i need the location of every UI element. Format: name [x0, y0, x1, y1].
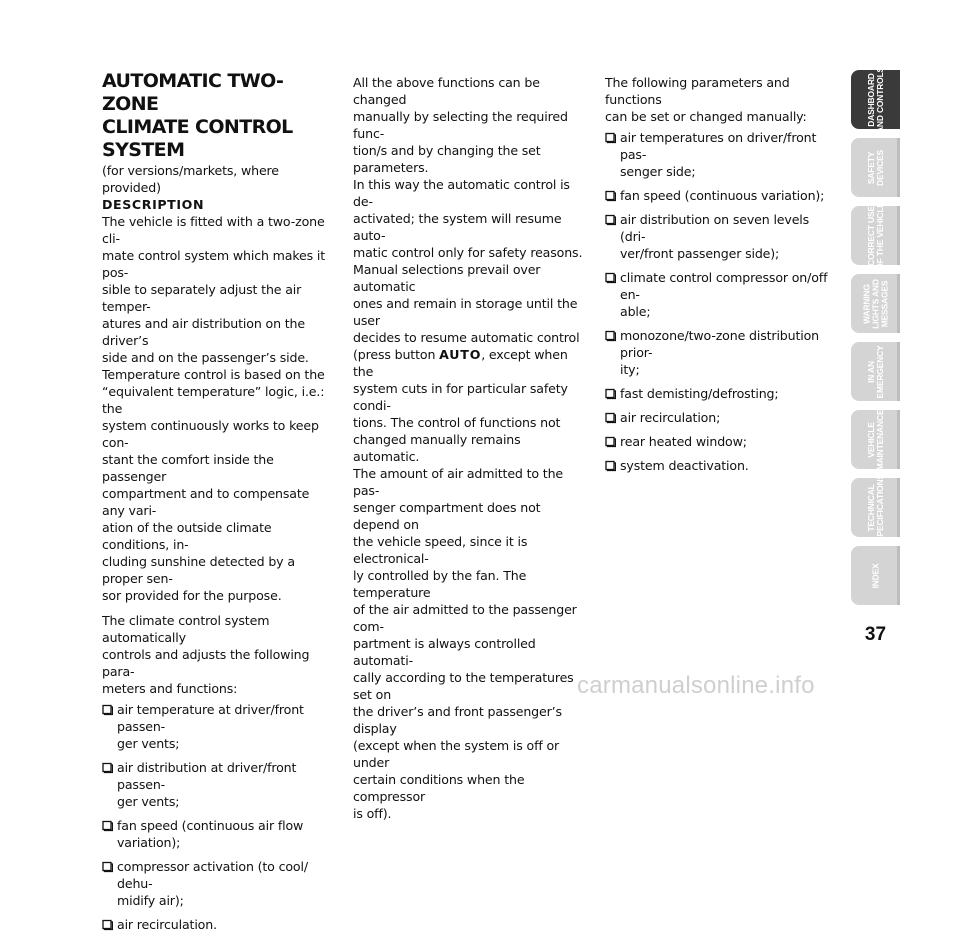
- chapter-tab[interactable]: [851, 546, 900, 605]
- manual-parameters-intro: [605, 74, 833, 125]
- list-item: [605, 433, 833, 450]
- text-line: The climate control system automatically: [102, 613, 270, 645]
- text-line: controls and adjusts the following para-: [102, 647, 310, 679]
- text-line: side and on the passenger’s side.: [102, 350, 309, 365]
- text-line: (press button: [353, 347, 440, 362]
- text-line: fan speed (continuous variation);: [620, 188, 825, 203]
- text-line: , except when the: [353, 347, 568, 379]
- column-1: [102, 70, 332, 940]
- text-line: matic control only for safety reasons.: [353, 245, 583, 260]
- list-item: [605, 187, 833, 204]
- list-item: [605, 409, 833, 426]
- list-item: [605, 385, 833, 402]
- checkbox-bullet-icon: [102, 701, 113, 718]
- text-line: stant the comfort inside the passenger: [102, 452, 274, 484]
- column-2: [353, 74, 583, 822]
- checkbox-bullet-icon: [605, 457, 616, 474]
- text-line: senger side;: [620, 164, 696, 179]
- checkbox-bullet-icon: [102, 817, 113, 834]
- text-line: partment is always controlled automati-: [353, 636, 536, 668]
- chapter-tab-label: SAFETY DEVICES: [865, 149, 885, 186]
- text-line: decides to resume automatic control: [353, 330, 580, 345]
- checkbox-bullet-icon: [605, 327, 616, 344]
- text-line: fast demisting/defrosting;: [620, 386, 779, 401]
- list-item: [605, 211, 833, 262]
- checkbox-bullet-icon: [605, 269, 616, 286]
- chapter-tab[interactable]: [851, 410, 900, 469]
- section-title: [102, 70, 332, 162]
- list-item: [102, 916, 332, 933]
- chapter-tabs: [851, 66, 903, 614]
- text-line: All the above functions can be changed: [353, 75, 540, 107]
- chapter-tab-label: INDEX: [870, 563, 880, 588]
- text-line: certain conditions when the compressor: [353, 772, 525, 804]
- text-line: manually by selecting the required func-: [353, 109, 568, 141]
- column-3: [605, 74, 833, 481]
- text-line: midify air);: [117, 893, 184, 908]
- text-line: tions. The control of functions not: [353, 415, 561, 430]
- text-line: system deactivation.: [620, 458, 749, 473]
- text-line: compressor activation (to cool/ dehu-: [117, 859, 308, 891]
- text-line: fan speed (continuous air flow variation);: [117, 818, 304, 850]
- text-line: the vehicle speed, since it is electronical-: [353, 534, 528, 566]
- text-line: ation of the outside climate conditions, in-: [102, 520, 272, 552]
- text-line: senger compartment does not depend on: [353, 500, 541, 532]
- text-line: air distribution on seven levels (dri-: [620, 212, 810, 244]
- text-line: system cuts in for particular safety condi-: [353, 381, 568, 413]
- list-item: [605, 457, 833, 474]
- text-line: ones and remain in storage until the user: [353, 296, 578, 328]
- text-line: activated; the system will resume auto-: [353, 211, 562, 243]
- text-line: Manual selections prevail over automatic: [353, 262, 541, 294]
- checkbox-bullet-icon: [605, 211, 616, 228]
- text-line: sible to separately adjust the air temper-: [102, 282, 302, 314]
- chapter-tab-label: DASHBOARD AND CONTROLS: [865, 66, 885, 133]
- list-item: [605, 327, 833, 378]
- chapter-tab-label: TECHNICAL SPECIFICATIONS: [865, 473, 885, 542]
- watermark: carmanualsonline.info: [577, 672, 815, 699]
- text-line: air recirculation;: [620, 410, 721, 425]
- title-line: CLIMATE CONTROL: [102, 116, 293, 138]
- text-line: rear heated window;: [620, 434, 747, 449]
- text-line: meters and functions:: [102, 681, 238, 696]
- text-line: air temperatures on driver/front pas-: [620, 130, 817, 162]
- description-paragraph: [102, 213, 332, 604]
- text-line: climate control compressor on/off en-: [620, 270, 828, 302]
- text-line: atures and air distribution on the driver’s: [102, 316, 305, 348]
- checkbox-bullet-icon: [605, 187, 616, 204]
- chapter-tab[interactable]: [851, 274, 900, 333]
- description-heading: DESCRIPTION: [102, 197, 205, 212]
- text-line: cally according to the temperatures set on: [353, 670, 574, 702]
- chapter-tab-label: WARNING LIGHTS AND MESSAGES: [861, 278, 889, 329]
- chapter-tab[interactable]: [851, 473, 900, 542]
- chapter-tab[interactable]: [851, 201, 900, 270]
- text-line: tion/s and by changing the set parameters.: [353, 143, 541, 175]
- text-line: of the air admitted to the passenger com-: [353, 602, 577, 634]
- list-item: [102, 817, 332, 851]
- manual-parameters-list: [605, 129, 833, 474]
- auto-button-label: AUTO: [439, 347, 482, 362]
- title-line: SYSTEM: [102, 139, 185, 161]
- text-line: sor provided for the purpose.: [102, 588, 282, 603]
- list-item: [605, 269, 833, 320]
- checkbox-bullet-icon: [102, 916, 113, 933]
- checkbox-bullet-icon: [605, 385, 616, 402]
- text-line: The amount of air admitted to the pas-: [353, 466, 564, 498]
- checkbox-bullet-icon: [102, 858, 113, 875]
- text-line: air recirculation.: [117, 917, 217, 932]
- chapter-tab-label: VEHICLE MAINTENANCE: [865, 409, 885, 470]
- checkbox-bullet-icon: [605, 409, 616, 426]
- checkbox-bullet-icon: [605, 129, 616, 146]
- text-line: In this way the automatic control is de-: [353, 177, 570, 209]
- title-line: AUTOMATIC TWO-ZONE: [102, 70, 284, 115]
- checkbox-bullet-icon: [605, 433, 616, 450]
- text-line: ver/front passenger side);: [620, 246, 780, 261]
- chapter-tab-label: IN AN EMERGENCY: [865, 345, 885, 398]
- checkbox-bullet-icon: [102, 759, 113, 776]
- text-line: Temperature control is based on the: [102, 367, 325, 382]
- text-line: mate control system which makes it pos-: [102, 248, 326, 280]
- text-line: (except when the system is off or under: [353, 738, 560, 770]
- text-line: The vehicle is fitted with a two-zone cli-: [102, 214, 325, 246]
- section-subtitle: (for versions/markets, where provided): [102, 163, 279, 195]
- text-line: is off).: [353, 806, 392, 821]
- text-line: monozone/two-zone distribution prior-: [620, 328, 819, 360]
- text-line: cluding sunshine detected by a proper sen-: [102, 554, 295, 586]
- automatic-functions-list: [102, 701, 332, 933]
- text-line: The following parameters and functions: [605, 75, 790, 107]
- functions-paragraph: [102, 612, 332, 697]
- text-line: ity;: [620, 362, 640, 377]
- text-line: able;: [620, 304, 651, 319]
- list-item: [102, 759, 332, 810]
- chapter-tab[interactable]: [851, 138, 900, 197]
- text-line: compartment and to compensate any vari-: [102, 486, 310, 518]
- text-line: ger vents;: [117, 794, 180, 809]
- chapter-tab-label: CORRECT USE OF THE VEHICLE: [865, 201, 885, 270]
- text-line: air temperature at driver/front passen-: [117, 702, 304, 734]
- text-line: can be set or changed manually:: [605, 109, 807, 124]
- page-number: 37: [864, 624, 887, 645]
- text-line: changed manually remains automatic.: [353, 432, 521, 464]
- chapter-tab[interactable]: [851, 342, 900, 401]
- list-item: [605, 129, 833, 180]
- text-line: air distribution at driver/front passen-: [117, 760, 297, 792]
- text-line: system continuously works to keep con-: [102, 418, 319, 450]
- text-line: ly controlled by the fan. The temperature: [353, 568, 527, 600]
- manual-override-paragraph: [353, 74, 583, 822]
- text-line: “equivalent temperature” logic, i.e.: the: [102, 384, 325, 416]
- text-line: ger vents;: [117, 736, 180, 751]
- text-line: the driver’s and front passenger’s display: [353, 704, 562, 736]
- chapter-tab[interactable]: [851, 66, 900, 133]
- list-item: [102, 858, 332, 909]
